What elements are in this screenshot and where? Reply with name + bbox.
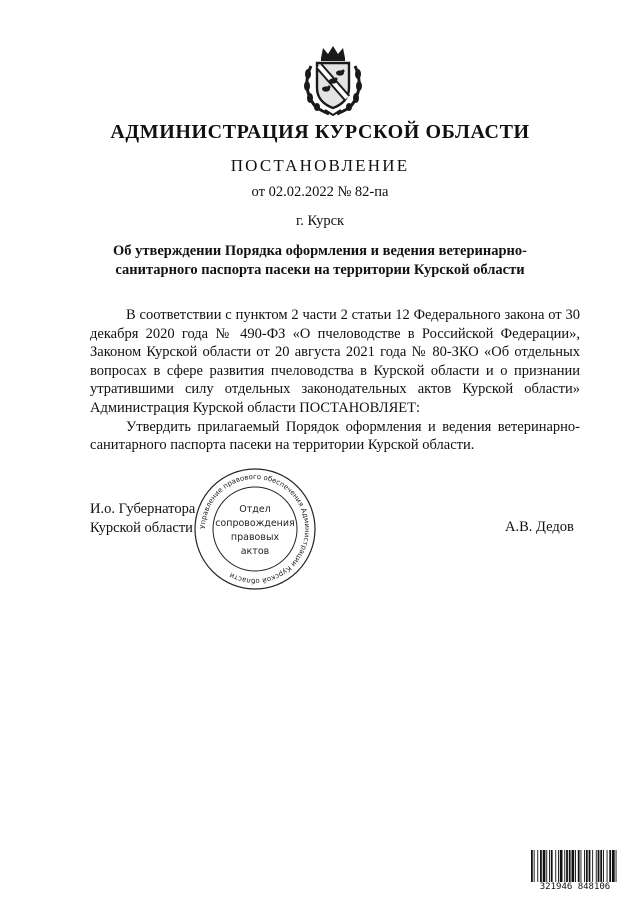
barcode-bar <box>543 850 546 884</box>
barcode-bar <box>549 850 550 884</box>
barcode-bar <box>584 850 585 884</box>
document-type: ПОСТАНОВЛЕНИЕ <box>230 156 410 175</box>
barcode-bar <box>555 850 556 884</box>
barcode-bar <box>546 850 547 884</box>
signature-title <box>90 500 195 538</box>
body-paragraph-2: Утвердить прилагаемый Порядок оформления и ведения ветеринарно-санитарного паспорта пасеки на территории Курской области. <box>90 418 580 454</box>
signature-title-line-1: И.о. Губернатора <box>90 501 196 517</box>
barcode-bar <box>612 850 615 884</box>
barcode-bar <box>551 850 553 884</box>
stamp-ring-text: Управление правового обеспечения Администрации Курской области <box>198 472 312 586</box>
barcode-bar <box>589 850 591 884</box>
document-city: г. Курск <box>295 213 345 229</box>
barcode-bar <box>534 850 535 884</box>
barcode-bar <box>569 850 571 884</box>
barcode-bar <box>609 850 611 884</box>
barcode-bar <box>603 850 604 884</box>
stamp-center-line-2: сопровождения <box>215 518 295 529</box>
barcode-bar <box>572 850 575 884</box>
document-date-number: от 02.02.2022 № 82-па <box>251 184 389 200</box>
organization-title: АДМИНИСТРАЦИЯ КУРСКОЙ ОБЛАСТИ <box>110 121 530 143</box>
document-body <box>90 306 580 455</box>
barcode-bar <box>540 850 542 884</box>
signature-name: А.В. Дедов <box>505 519 574 535</box>
barcode-bar <box>558 850 559 884</box>
subject-line-1: Об утверждении Порядка оформления и ведения ветеринарно- <box>113 243 527 259</box>
barcode <box>530 850 620 898</box>
stamp-center-line-1: Отдел <box>239 504 271 515</box>
body-paragraph-1: В соответствии с пунктом 2 части 2 статьи 12 Федерального закона от 30 декабря 2020 года № 490-ФЗ «О пчеловодстве в Российской Федерации», Законом Курской области от 20 августа 2021 года № 80-ЗКО «Об отдельных вопросах в сфере развития пчеловодства в Курской области и о признании утратившими силу отдельных законодательных актов Курской области» Администрация Курской области ПОСТАНОВЛЯЕТ: <box>90 307 580 416</box>
signature-title-line-2: Курской области <box>90 520 193 536</box>
barcode-bar <box>598 850 600 884</box>
official-stamp <box>192 466 318 592</box>
barcode-bar <box>578 850 580 884</box>
barcode-bar <box>581 850 582 884</box>
barcode-bar <box>564 850 565 884</box>
stamp-center-line-3: правовых <box>230 532 280 543</box>
document-subject <box>90 242 550 280</box>
subject-line-2: санитарного паспорта пасеки на территории Курской области <box>115 262 525 278</box>
barcode-number: 321946 848106 <box>530 882 620 892</box>
barcode-bar <box>531 850 533 884</box>
barcode-bar <box>586 850 588 884</box>
barcode-bars <box>530 850 620 884</box>
barcode-bar <box>600 850 602 884</box>
barcode-bar <box>566 850 568 884</box>
barcode-bar <box>560 850 563 884</box>
barcode-bar <box>575 850 576 884</box>
barcode-bar <box>616 850 617 884</box>
barcode-bar <box>607 850 608 884</box>
barcode-bar <box>596 850 597 884</box>
stamp-center-line-4: актов <box>240 546 270 557</box>
barcode-bar <box>592 850 593 884</box>
kursk-coat-of-arms-icon <box>303 44 363 116</box>
barcode-bar <box>537 850 538 884</box>
